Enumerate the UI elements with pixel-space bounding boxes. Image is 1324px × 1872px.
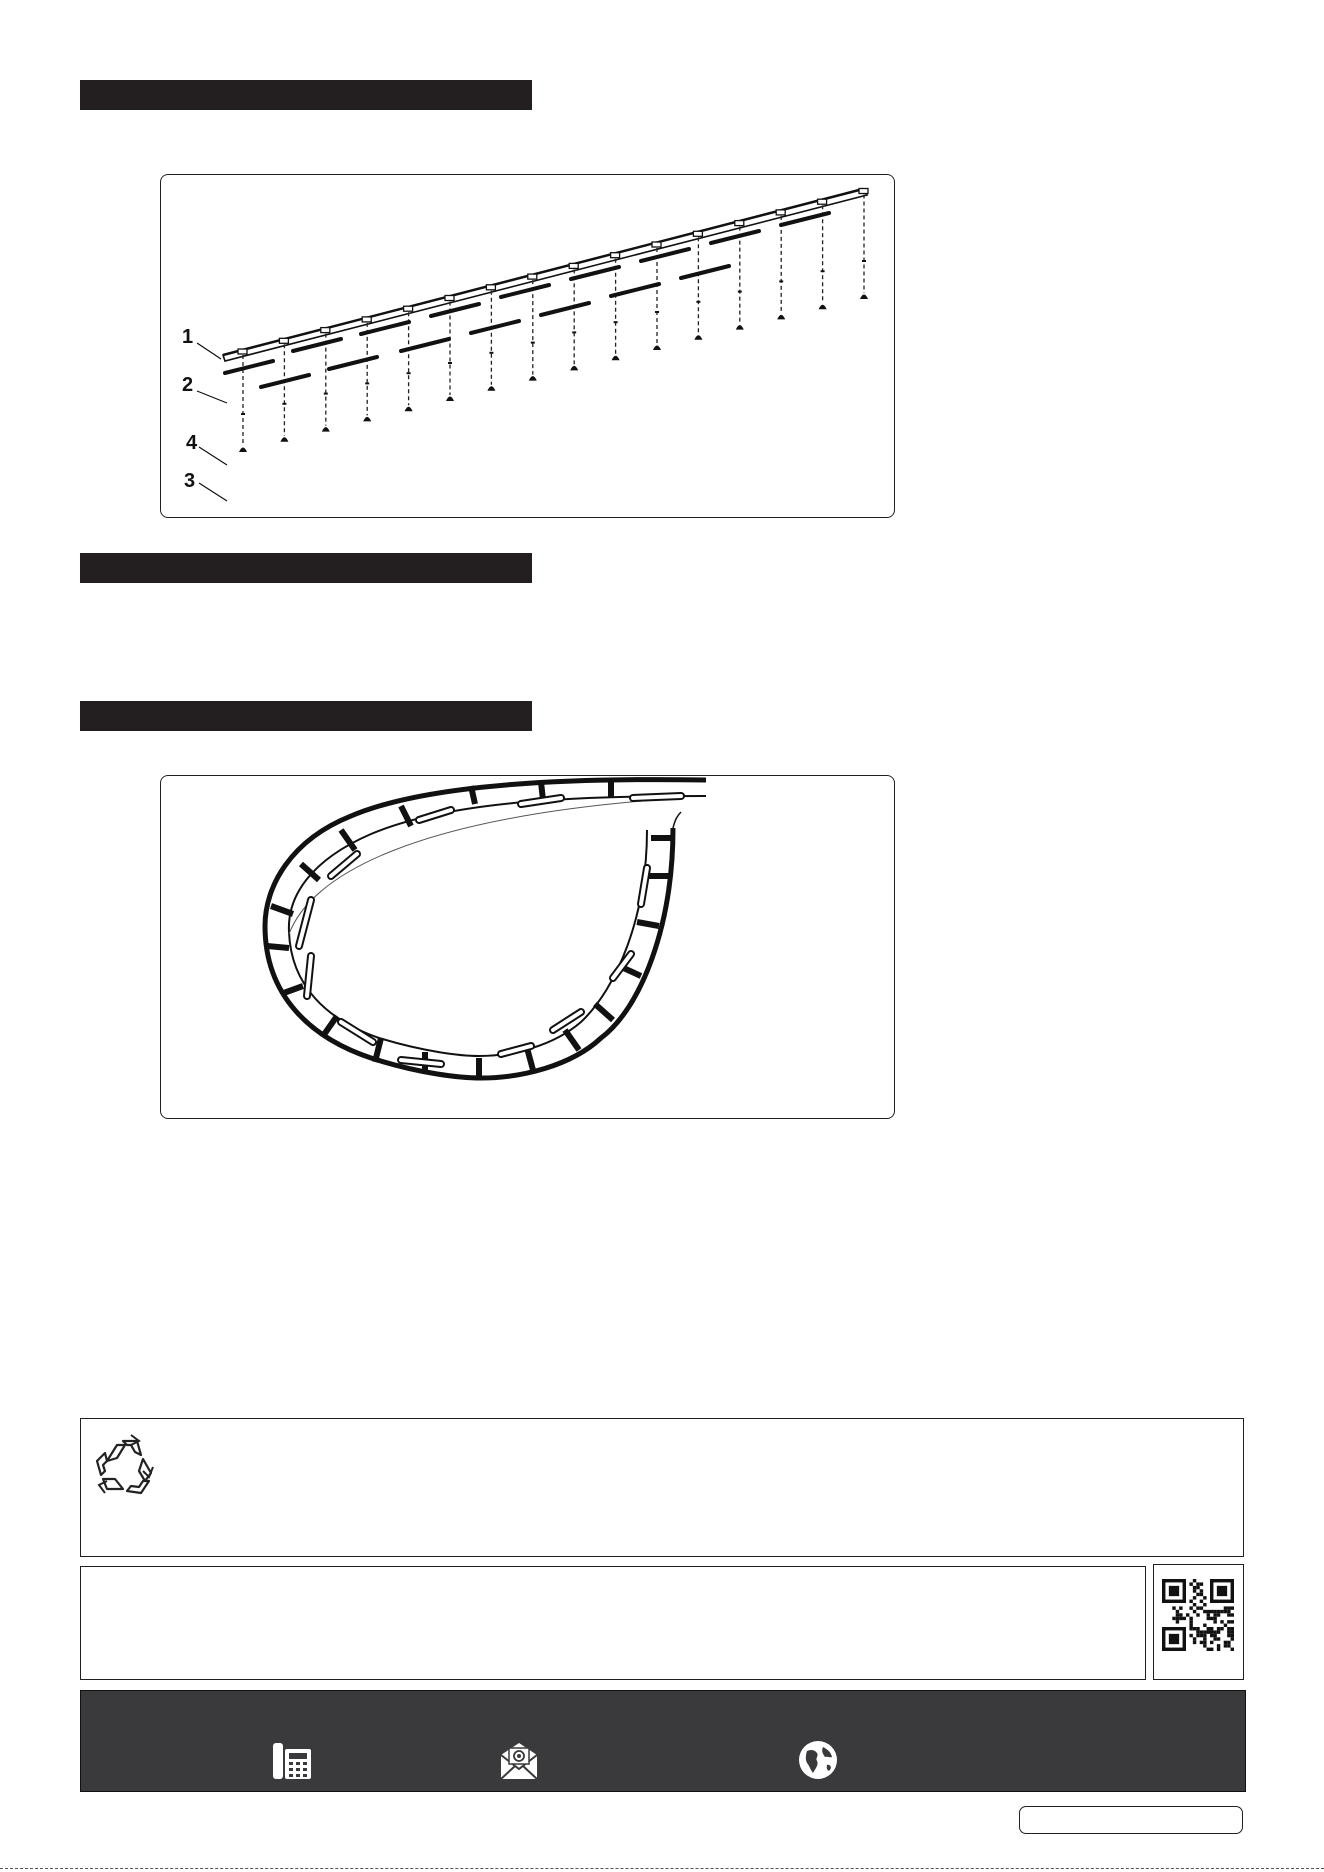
qr-module — [1176, 1620, 1179, 1623]
qr-finder-core — [1169, 1634, 1179, 1644]
qr-module — [1189, 1627, 1192, 1630]
qr-module — [1210, 1641, 1213, 1644]
section-heading-bar-2 — [80, 553, 532, 583]
spacer-10 — [323, 1016, 337, 1036]
qr-module — [1217, 1610, 1220, 1613]
qr-module — [1224, 1606, 1227, 1609]
spacer-5 — [341, 830, 355, 850]
callout-2: 2 — [182, 374, 194, 396]
qr-module — [1203, 1641, 1206, 1644]
qr-module — [1227, 1620, 1230, 1623]
qr-module — [1196, 1627, 1199, 1630]
qr-module — [1231, 1606, 1234, 1609]
qr-module — [1189, 1634, 1192, 1637]
callout-3: 3 — [184, 470, 196, 492]
rail-bracket — [528, 274, 537, 279]
qr-code-box — [1153, 1564, 1244, 1680]
rail-bracket — [776, 210, 785, 215]
disposal-info-box — [80, 1418, 1244, 1557]
qr-module — [1196, 1630, 1199, 1633]
spacer-7 — [271, 906, 293, 914]
qr-module — [1203, 1630, 1206, 1633]
qr-module — [1227, 1606, 1230, 1609]
qr-module — [1176, 1617, 1179, 1620]
qr-module — [1200, 1589, 1203, 1592]
qr-module — [1231, 1613, 1234, 1616]
section-heading-bar-1 — [80, 80, 532, 110]
cross-bar-10 — [261, 375, 309, 387]
weight — [446, 397, 454, 402]
qr-module — [1210, 1630, 1213, 1633]
qr-module — [1210, 1648, 1213, 1651]
email-icon — [498, 1739, 540, 1781]
qr-module — [1213, 1637, 1216, 1640]
qr-module — [1193, 1637, 1196, 1640]
spacer-6 — [301, 864, 319, 880]
rail-bracket — [735, 221, 744, 226]
qr-module — [1231, 1634, 1234, 1637]
weight — [612, 356, 620, 361]
clip-7 — [341, 1022, 373, 1042]
callout-leader-2 — [197, 391, 227, 403]
weight — [239, 448, 247, 453]
weight — [280, 437, 288, 442]
section-heading-bar-3 — [80, 701, 532, 731]
qr-module — [1193, 1589, 1196, 1592]
qr-module — [1213, 1634, 1216, 1637]
qr-module — [1220, 1610, 1223, 1613]
qr-module — [1196, 1582, 1199, 1585]
qr-module — [1193, 1596, 1196, 1599]
qr-module — [1196, 1606, 1199, 1609]
warranty-info-box — [80, 1566, 1146, 1680]
qr-module — [1203, 1634, 1206, 1637]
weight — [819, 305, 827, 310]
qr-module — [1196, 1634, 1199, 1637]
clip-body — [633, 796, 681, 798]
clip-10 — [553, 1012, 581, 1030]
qr-module — [1217, 1630, 1220, 1633]
qr-module — [1203, 1603, 1206, 1606]
rail-bracket — [445, 296, 454, 301]
qr-module — [1203, 1596, 1206, 1599]
qr-module — [1189, 1624, 1192, 1627]
qr-module — [1210, 1627, 1213, 1630]
cross-bar-14 — [541, 303, 589, 315]
weight — [570, 366, 578, 371]
qr-module — [1196, 1593, 1199, 1596]
qr-module — [1207, 1630, 1210, 1633]
qr-module — [1227, 1613, 1230, 1616]
qr-module — [1224, 1641, 1227, 1644]
qr-module — [1203, 1624, 1206, 1627]
callout-4: 4 — [186, 432, 198, 454]
cross-bar-13 — [471, 321, 519, 333]
qr-module — [1231, 1637, 1234, 1640]
rail-bracket — [238, 349, 247, 354]
qr-module — [1227, 1644, 1230, 1647]
cross-bar-11 — [329, 357, 377, 369]
qr-module — [1210, 1634, 1213, 1637]
rail-bracket — [859, 189, 868, 194]
page-reference-box — [1019, 1806, 1243, 1834]
qr-module — [1200, 1634, 1203, 1637]
weight — [529, 376, 537, 381]
phone-icon — [271, 1739, 313, 1781]
curved-assembly-diagram — [160, 775, 895, 1119]
qr-module — [1210, 1617, 1213, 1620]
cross-bar-16 — [681, 266, 729, 278]
rail-bracket — [321, 328, 330, 333]
clip-8 — [401, 1060, 441, 1064]
contact-footer — [80, 1690, 1246, 1792]
top-rail — [223, 189, 867, 361]
qr-module — [1189, 1582, 1192, 1585]
callout-1: 1 — [182, 326, 194, 348]
qr-module — [1217, 1613, 1220, 1616]
qr-module — [1207, 1627, 1210, 1630]
qr-module — [1193, 1603, 1196, 1606]
globe-icon — [797, 1739, 839, 1781]
qr-module — [1231, 1627, 1234, 1630]
qr-module — [1193, 1586, 1196, 1589]
qr-module — [1200, 1630, 1203, 1633]
qr-finder-core — [1169, 1586, 1179, 1596]
qr-module — [1193, 1641, 1196, 1644]
hanger-12 — [693, 231, 702, 339]
clip-2 — [521, 798, 561, 804]
qr-module — [1193, 1610, 1196, 1613]
rail-bracket — [693, 231, 702, 236]
qr-module — [1200, 1606, 1203, 1609]
qr-module — [1213, 1630, 1216, 1633]
qr-module — [1227, 1641, 1230, 1644]
cross-bar-15 — [611, 284, 659, 296]
clip-12 — [641, 868, 647, 904]
spacer-8 — [267, 946, 289, 948]
qr-module — [1231, 1630, 1234, 1633]
qr-module — [1231, 1620, 1234, 1623]
rail-bracket — [569, 263, 578, 268]
qr-module — [1213, 1617, 1216, 1620]
clip-6 — [307, 956, 311, 996]
qr-module — [1217, 1648, 1220, 1651]
qr-module — [1200, 1600, 1203, 1603]
qr-module — [1196, 1586, 1199, 1589]
curve-end-tail — [673, 812, 681, 828]
top-rail-edge — [223, 189, 863, 355]
hanger-7 — [486, 285, 495, 391]
weight — [860, 295, 868, 300]
rail-bracket — [818, 199, 827, 204]
qr-module — [1172, 1617, 1175, 1620]
weight — [405, 407, 413, 412]
clip-body — [331, 854, 357, 876]
rail-bracket — [404, 306, 413, 311]
clip-1 — [633, 796, 681, 798]
clip-body — [553, 1012, 581, 1030]
outer-curve — [265, 780, 706, 1078]
callout-leader-3 — [199, 447, 227, 465]
rail-bracket — [279, 338, 288, 343]
weight — [487, 386, 495, 391]
qr-module — [1179, 1606, 1182, 1609]
callout-leader-4 — [199, 483, 227, 501]
weight — [694, 335, 702, 340]
qr-module — [1189, 1617, 1192, 1620]
clip-4 — [331, 854, 357, 876]
qr-module — [1217, 1627, 1220, 1630]
qr-module — [1183, 1617, 1186, 1620]
weight — [322, 427, 330, 432]
qr-module — [1203, 1610, 1206, 1613]
qr-module — [1213, 1613, 1216, 1616]
rail-bracket — [362, 317, 371, 322]
qr-module — [1227, 1610, 1230, 1613]
qr-module — [1193, 1579, 1196, 1582]
qr-module — [1213, 1610, 1216, 1613]
qr-module — [1207, 1648, 1210, 1651]
spacer-16 — [595, 1004, 613, 1020]
qr-module — [1207, 1613, 1210, 1616]
weight — [653, 346, 661, 351]
qr-module — [1193, 1627, 1196, 1630]
rail-bracket — [611, 253, 620, 258]
qr-module — [1213, 1620, 1216, 1623]
qr-module — [1179, 1617, 1182, 1620]
hanger-1 — [238, 349, 247, 452]
hanger-16 — [859, 189, 868, 300]
qr-module — [1200, 1582, 1203, 1585]
qr-module — [1189, 1620, 1192, 1623]
qr-module — [1176, 1610, 1179, 1613]
qr-module — [1196, 1613, 1199, 1616]
qr-module — [1231, 1648, 1234, 1651]
parts-diagram-drawing — [161, 175, 894, 517]
qr-module — [1227, 1627, 1230, 1630]
qr-module — [1179, 1613, 1182, 1616]
qr-module — [1200, 1641, 1203, 1644]
page-bottom-rule — [0, 1868, 1324, 1869]
weight — [777, 315, 785, 320]
top-rail-body — [223, 189, 867, 361]
qr-module — [1217, 1637, 1220, 1640]
qr-module — [1200, 1593, 1203, 1596]
weight — [736, 325, 744, 330]
qr-module — [1172, 1606, 1175, 1609]
qr-module — [1207, 1610, 1210, 1613]
cross-bar-1 — [225, 361, 273, 373]
curved-assembly-drawing — [161, 776, 894, 1118]
hanger-2 — [279, 338, 288, 442]
qr-module — [1189, 1600, 1192, 1603]
qr-module — [1217, 1644, 1220, 1647]
qr-module — [1203, 1644, 1206, 1647]
qr-module — [1189, 1606, 1192, 1609]
clip-body — [341, 1022, 373, 1042]
qr-module — [1210, 1610, 1213, 1613]
qr-code-icon[interactable] — [1162, 1579, 1234, 1651]
spacer-14 — [527, 1048, 533, 1070]
clip-3 — [419, 810, 451, 820]
qr-module — [1220, 1627, 1223, 1630]
spacer-3 — [471, 786, 475, 804]
recycle-icon — [93, 1431, 159, 1497]
qr-module — [1224, 1644, 1227, 1647]
qr-module — [1224, 1610, 1227, 1613]
qr-module — [1227, 1634, 1230, 1637]
spacer-18 — [637, 922, 659, 926]
qr-module — [1207, 1617, 1210, 1620]
qr-module — [1220, 1620, 1223, 1623]
qr-module — [1176, 1613, 1179, 1616]
qr-module — [1224, 1624, 1227, 1627]
spacer-9 — [281, 986, 303, 994]
callout-leader-1 — [197, 343, 221, 359]
weight — [363, 417, 371, 422]
qr-module — [1203, 1637, 1206, 1640]
rail-bracket — [486, 285, 495, 290]
rail-bracket — [652, 242, 661, 247]
spacer-15 — [565, 1030, 579, 1050]
qr-finder-core — [1217, 1586, 1227, 1596]
qr-module — [1227, 1630, 1230, 1633]
parts-diagram — [160, 174, 895, 518]
qr-module — [1186, 1613, 1189, 1616]
